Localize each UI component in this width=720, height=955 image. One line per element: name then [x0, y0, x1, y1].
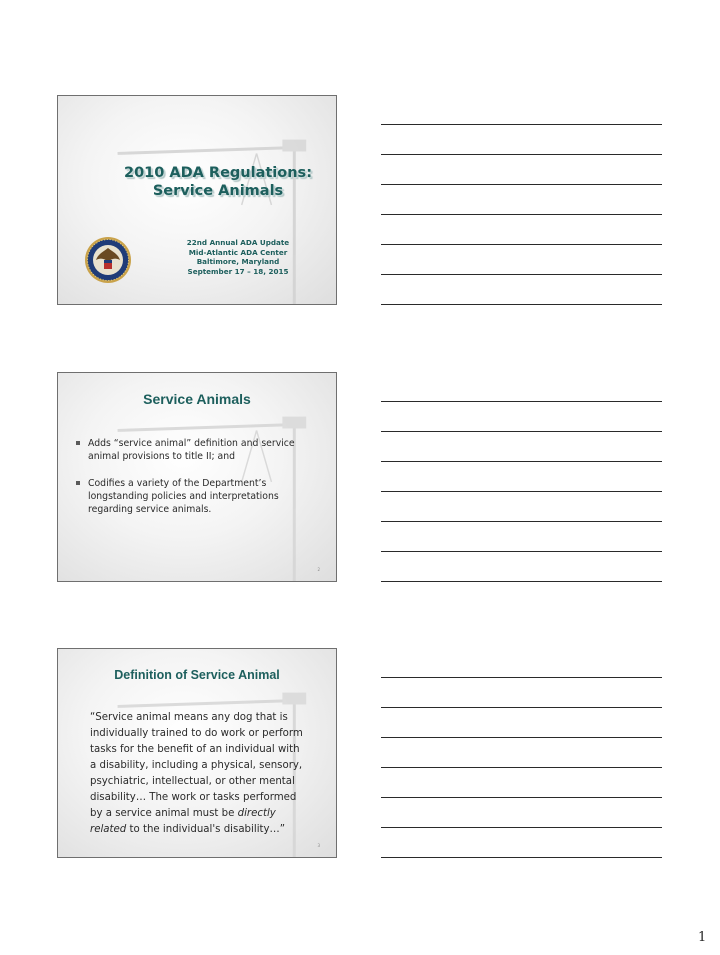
slide-2-number: 2	[317, 567, 320, 572]
note-line	[381, 677, 662, 678]
note-line	[381, 491, 662, 492]
slide-1-title	[118, 164, 318, 200]
slide-1-subtitle-line: 22nd Annual ADA Update	[186, 238, 290, 247]
quote-emphasis: related	[90, 824, 127, 835]
quote-line: tasks for the benefit of an individual with	[90, 744, 300, 755]
notes-lines-2	[381, 401, 662, 583]
note-line	[381, 244, 662, 245]
doj-seal-icon	[84, 236, 132, 284]
slide-1-subtitle-line: Baltimore, Maryland	[196, 257, 280, 266]
slide-3-number: 3	[317, 843, 320, 848]
notes-lines-3	[381, 677, 662, 859]
note-line	[381, 707, 662, 708]
note-line	[381, 184, 662, 185]
note-line	[381, 304, 662, 305]
note-line	[381, 797, 662, 798]
note-line	[381, 551, 662, 552]
bullet-item: Adds “service animal” definition and service animal provisions to title II; and	[74, 437, 324, 463]
quote-line: “Service animal means any dog that is	[90, 712, 288, 723]
slide-1-subtitle-line: September 17 – 18, 2015	[187, 266, 289, 276]
quote-line	[90, 822, 318, 838]
note-line	[381, 124, 662, 125]
slide-2	[57, 372, 337, 582]
slide-1-subtitle-line: Mid-Atlantic ADA Center	[188, 247, 288, 257]
note-line	[381, 521, 662, 522]
note-line	[381, 737, 662, 738]
slide-1-subtitle	[158, 238, 318, 276]
note-line	[381, 154, 662, 155]
quote-line: individually trained to do work or perform	[90, 728, 303, 739]
slide-1	[57, 95, 337, 305]
slide-2-bullet-list	[74, 437, 324, 530]
note-line	[381, 857, 662, 858]
quote-line: psychiatric, intellectual, or other mental	[90, 776, 295, 787]
quote-line: a disability, including a physical, sensory,	[90, 760, 303, 771]
note-line	[381, 461, 662, 462]
bullet-item: Codifies a variety of the Department’s longstanding policies and interpretations regarding service animals.	[74, 477, 324, 516]
quote-text: to the individual's disability…”	[126, 824, 286, 835]
slide-1-title-line: 2010 ADA Regulations:	[123, 165, 312, 181]
note-line	[381, 431, 662, 432]
slide-3	[57, 648, 337, 858]
slide-3-title: Definition of Service Animal	[114, 668, 280, 682]
note-line	[381, 214, 662, 215]
quote-line: disability… The work or tasks performed	[90, 792, 297, 803]
service-animal-definition-quote	[90, 710, 318, 838]
slide-1-title-line: Service Animals	[152, 183, 284, 199]
note-line	[381, 827, 662, 828]
page-number: 1	[698, 930, 707, 945]
note-line	[381, 401, 662, 402]
quote-line	[90, 806, 318, 822]
note-line	[381, 274, 662, 275]
slide-2-title: Service Animals	[143, 391, 251, 407]
quote-text: by a service animal must be	[90, 808, 238, 819]
notes-lines-1	[381, 124, 662, 306]
note-line	[381, 767, 662, 768]
quote-emphasis: directly	[237, 808, 276, 819]
note-line	[381, 581, 662, 582]
